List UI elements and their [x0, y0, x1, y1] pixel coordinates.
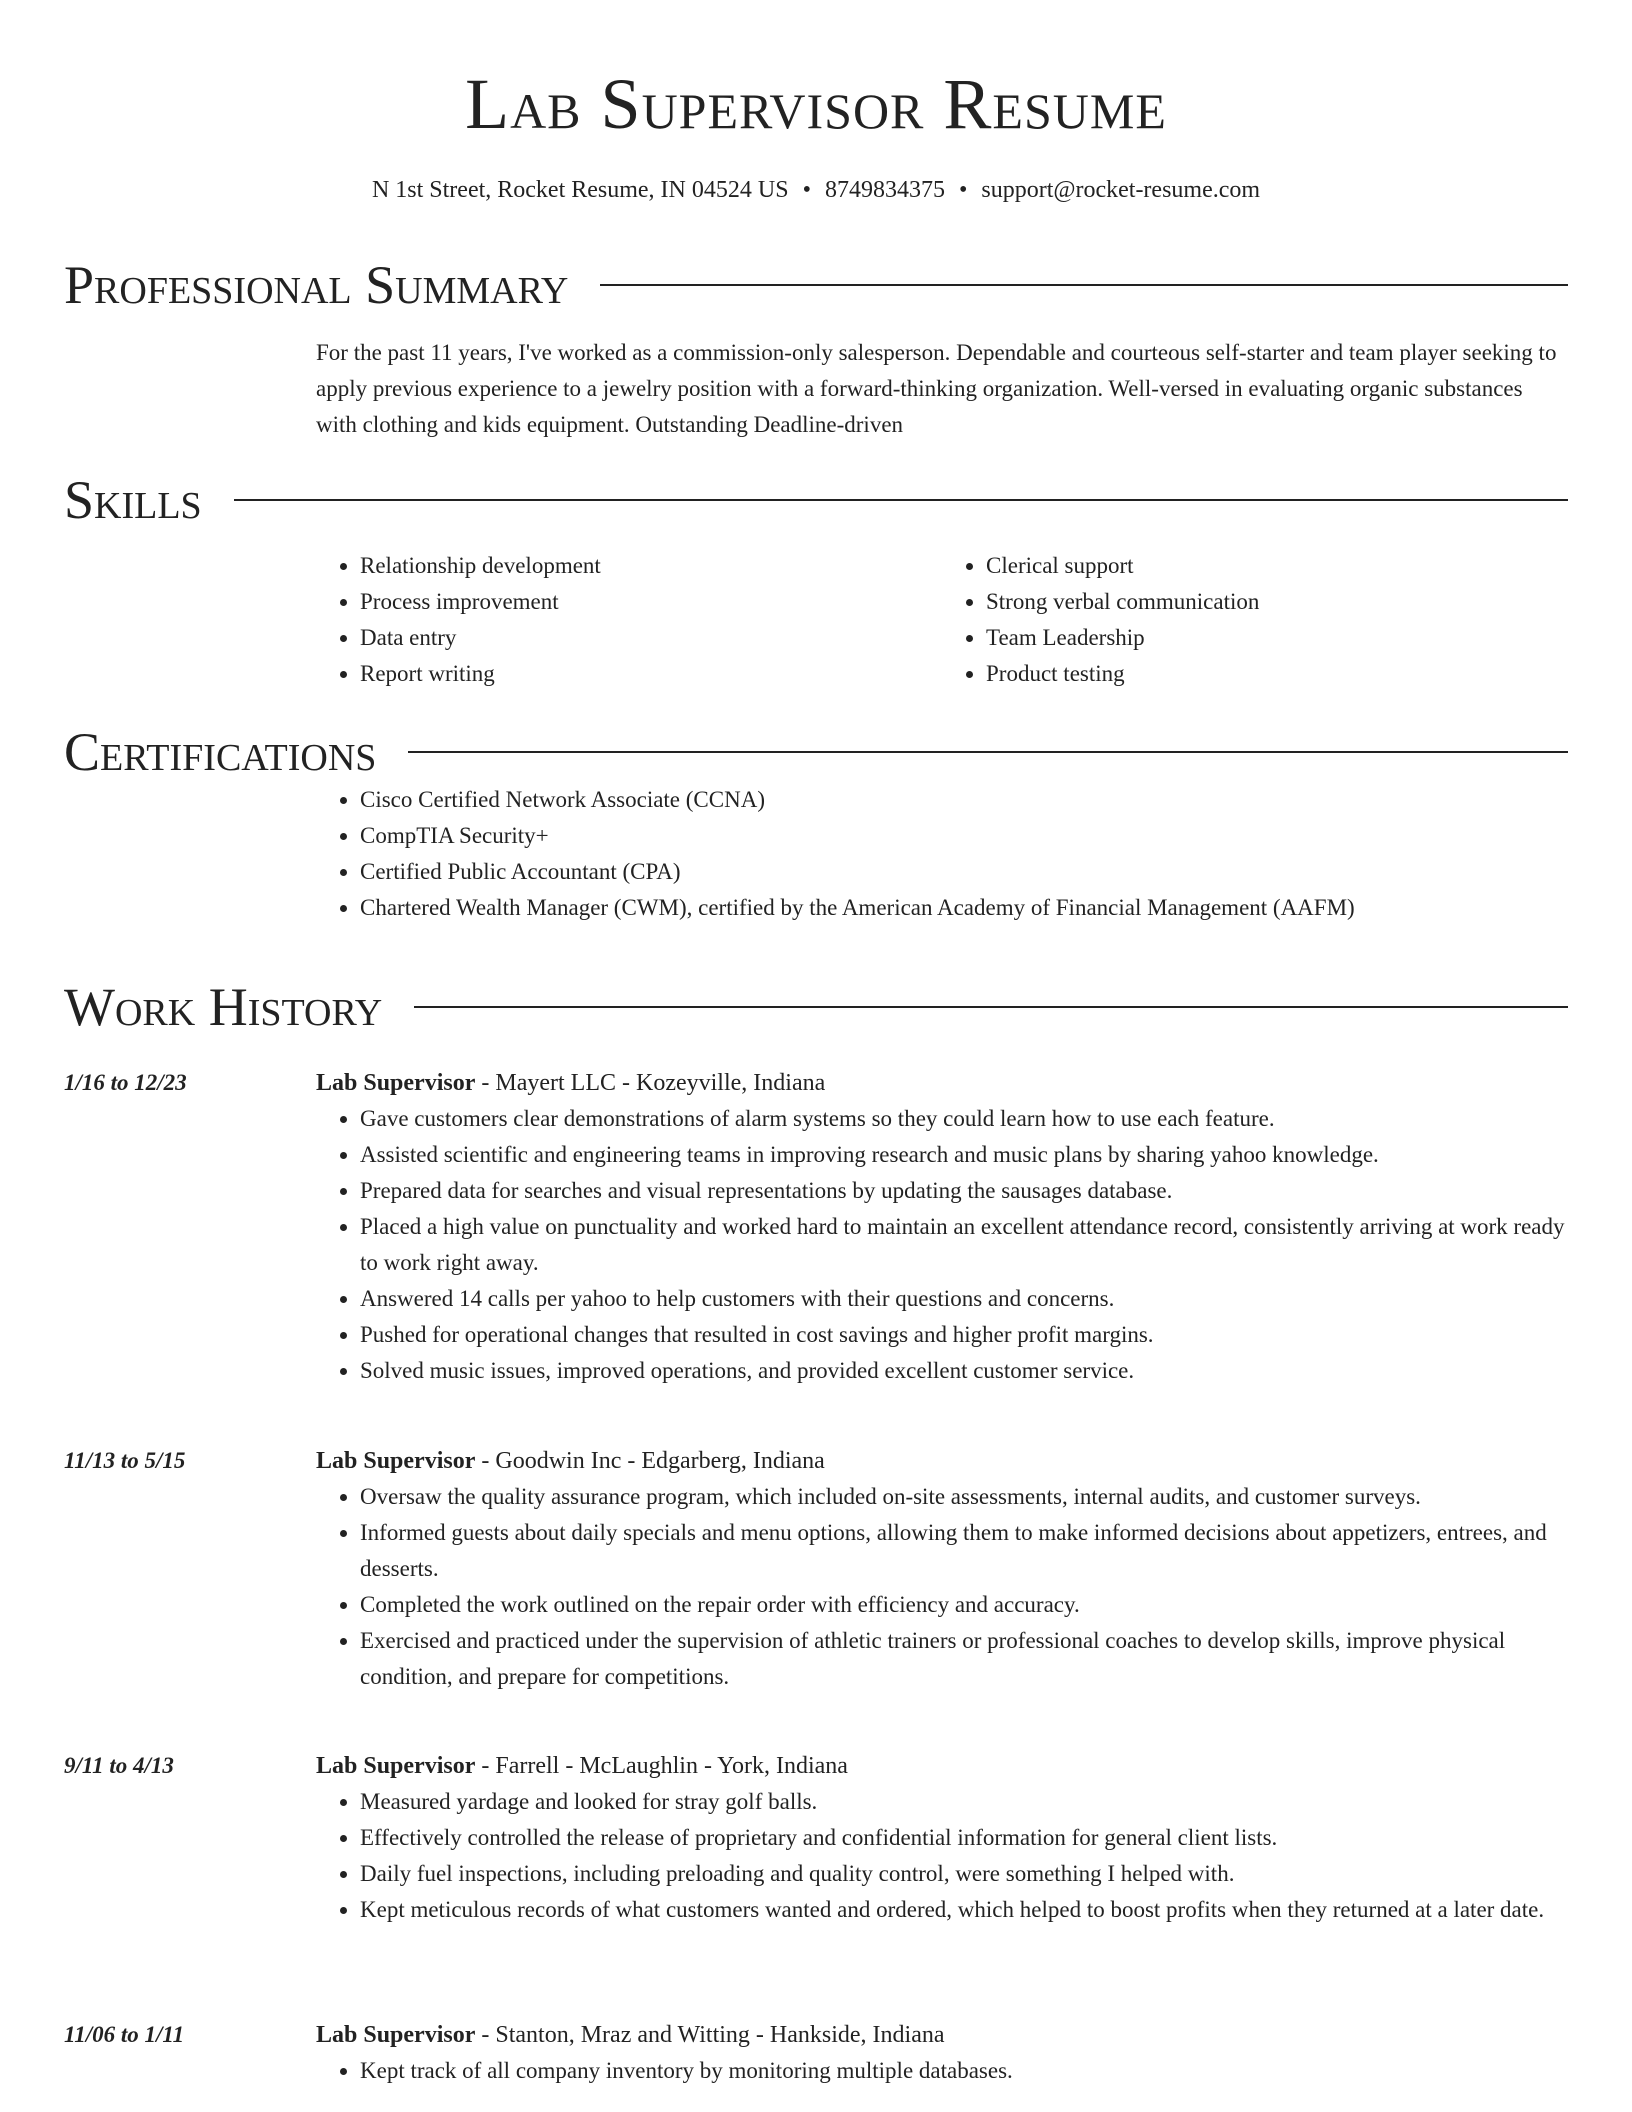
skill-item: • Data entry [360, 620, 942, 656]
job-title-line [316, 1748, 1568, 1784]
skill-item: • Team Leadership [986, 620, 1568, 656]
job-bullet: • Daily fuel inspections, including preloading and quality control, were something I helped with. [360, 1856, 1568, 1892]
job-bullet: • Pushed for operational changes that resulted in cost savings and higher profit margins. [360, 1317, 1568, 1353]
job-entry [64, 1065, 1568, 1389]
job-title-line [316, 1065, 1568, 1101]
job-bullet: • Answered 14 calls per yahoo to help customers with their questions and concerns. [360, 1281, 1568, 1317]
contact-separator: • [802, 177, 811, 203]
job-bullet: • Kept track of all company inventory by monitoring multiple databases. [360, 2053, 1568, 2089]
job-company: - Stanton, Mraz and Witting - Hankside, Indiana [475, 2022, 945, 2048]
contact-phone: 8749834375 [824, 177, 945, 203]
job-company: - Farrell - McLaughlin - York, Indiana [475, 1753, 848, 1779]
summary-section [64, 255, 1568, 443]
job-bullet: • Oversaw the quality assurance program, which included on-site assessments, internal audits, and customer surveys. [360, 1479, 1568, 1515]
job-role: Lab Supervisor [316, 1753, 476, 1779]
skills-title: Skills [64, 470, 202, 530]
skill-item: • Product testing [986, 656, 1568, 692]
job-bullet: • Kept meticulous records of what customers wanted and ordered, which helped to boost profits when they returned at a later date. [360, 1892, 1568, 1928]
job-bullet: • Solved music issues, improved operations, and provided excellent customer service. [360, 1353, 1568, 1389]
work-history-heading [64, 977, 1568, 1037]
certifications-list [316, 782, 1568, 926]
job-role: Lab Supervisor [316, 1448, 476, 1474]
job-bullet: • Completed the work outlined on the repair order with efficiency and accuracy. [360, 1587, 1568, 1623]
job-bullet: • Exercised and practiced under the supervision of athletic trainers or professional coaches to develop skills, improve physical condition, and prepare for competitions. [360, 1623, 1568, 1695]
job-company: - Goodwin Inc - Edgarberg, Indiana [475, 1448, 825, 1474]
job-dates: 11/13 to 5/15 [64, 1448, 186, 1473]
skills-heading [64, 470, 1568, 530]
job-dates: 11/06 to 1/11 [64, 2022, 185, 2047]
certification-item: • Certified Public Accountant (CPA) [360, 854, 1568, 890]
section-divider [600, 284, 1568, 286]
job-bullets [316, 1479, 1568, 1695]
job-dates: 9/11 to 4/13 [64, 1753, 174, 1778]
job-bullet: • Informed guests about daily specials and menu options, allowing them to make informed decisions about appetizers, entrees, and desserts. [360, 1515, 1568, 1587]
job-entry [64, 1748, 1568, 1928]
skills-list-left [316, 548, 942, 692]
job-bullet: • Effectively controlled the release of proprietary and confidential information for general client lists. [360, 1820, 1568, 1856]
certifications-title: Certifications [64, 722, 377, 782]
job-bullet: • Prepared data for searches and visual representations by updating the sausages database. [360, 1173, 1568, 1209]
resume-title: Lab Supervisor Resume [465, 64, 1167, 144]
job-title-line [316, 1443, 1568, 1479]
skill-item: • Process improvement [360, 584, 942, 620]
contact-address: N 1st Street, Rocket Resume, IN 04524 US [371, 177, 789, 203]
job-entry [64, 2017, 1568, 2089]
job-bullet: • Measured yardage and looked for stray golf balls. [360, 1784, 1568, 1820]
job-bullets [316, 1784, 1568, 1928]
certification-item: • Cisco Certified Network Associate (CCNA) [360, 782, 1568, 818]
job-bullets [316, 1101, 1568, 1389]
job-bullet: • Placed a high value on punctuality and worked hard to maintain an excellent attendance record, consistently arriving at work ready to work right away. [360, 1209, 1568, 1281]
job-role: Lab Supervisor [316, 2022, 476, 2048]
job-title-line [316, 2017, 1568, 2053]
certification-item: • CompTIA Security+ [360, 818, 1568, 854]
work-history-section [64, 977, 1568, 1037]
skill-item: • Report writing [360, 656, 942, 692]
job-entry [64, 1443, 1568, 1695]
summary-title: Professional Summary [64, 255, 569, 315]
skills-section [64, 470, 1568, 692]
section-divider [408, 751, 1568, 753]
contact-line [0, 175, 1632, 205]
certifications-heading [64, 722, 1568, 782]
job-company: - Mayert LLC - Kozeyville, Indiana [475, 1070, 826, 1096]
skills-list-right [942, 548, 1568, 692]
section-divider [414, 1006, 1568, 1008]
job-bullet: • Assisted scientific and engineering teams in improving research and music plans by sharing yahoo knowledge. [360, 1137, 1568, 1173]
skill-item: • Clerical support [986, 548, 1568, 584]
job-role: Lab Supervisor [316, 1070, 476, 1096]
certification-item: • Chartered Wealth Manager (CWM), certified by the American Academy of Financial Management (AAFM) [360, 890, 1568, 926]
summary-heading [64, 255, 1568, 315]
work-history-title: Work History [64, 977, 383, 1037]
contact-separator: • [958, 177, 968, 203]
contact-email: support@rocket-resume.com [981, 177, 1261, 203]
section-divider [234, 499, 1568, 501]
certifications-section [64, 722, 1568, 926]
job-dates: 1/16 to 12/23 [64, 1070, 187, 1095]
skill-item: • Relationship development [360, 548, 942, 584]
skill-item: • Strong verbal communication [986, 584, 1568, 620]
job-bullet: • Gave customers clear demonstrations of alarm systems so they could learn how to use each feature. [360, 1101, 1568, 1137]
job-bullets [316, 2053, 1568, 2089]
summary-text: For the past 11 years, I've worked as a commission-only salesperson. Dependable and courteous self-starter and team player seeking to apply previous experience to a jewelry position with a forward-thinking organization. Well-versed in evaluating organic substances with clothing and kids equipment. Outstanding Deadline-driven [316, 340, 1557, 437]
